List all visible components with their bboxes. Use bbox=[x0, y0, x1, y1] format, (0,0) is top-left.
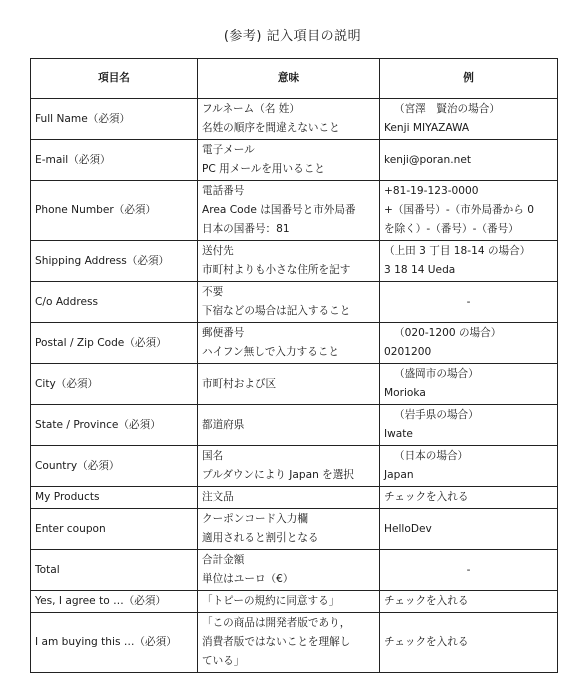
meaning-line: 単位はユーロ（€） bbox=[202, 573, 294, 585]
meaning-cell bbox=[198, 487, 380, 509]
example-line: チェックを入れる bbox=[384, 636, 469, 648]
meaning-line: 「この商品は開発者版であり， bbox=[202, 617, 351, 629]
meaning-cell bbox=[198, 405, 380, 446]
meaning-line: 市町村よりも小さな住所を記す bbox=[202, 264, 351, 276]
example-line: （上田 3 丁目 18-14 の場合） bbox=[384, 245, 531, 257]
example-line: Iwate bbox=[384, 428, 413, 440]
meaning-cell bbox=[198, 241, 380, 282]
example-line: Morioka bbox=[384, 387, 426, 399]
item-cell: Enter coupon bbox=[31, 509, 198, 550]
table-row bbox=[31, 140, 558, 181]
meaning-line: 国名 bbox=[202, 450, 224, 462]
header-example: 例 bbox=[380, 59, 558, 99]
meaning-line: 注文品 bbox=[202, 491, 234, 503]
table-row bbox=[31, 181, 558, 241]
meaning-line: 消費者版ではないことを理解し bbox=[202, 636, 351, 648]
example-cell bbox=[380, 550, 558, 591]
example-line: HelloDev bbox=[384, 522, 432, 535]
item-cell: C/o Address bbox=[31, 282, 198, 323]
example-line: +（国番号）-（市外局番から 0 bbox=[384, 204, 534, 216]
example-cell bbox=[380, 405, 558, 446]
meaning-line: ハイフン無しで入力すること bbox=[202, 346, 339, 358]
table-row bbox=[31, 509, 558, 550]
example-cell bbox=[380, 99, 558, 140]
example-cell bbox=[380, 613, 558, 673]
table-row bbox=[31, 446, 558, 487]
item-cell: My Products bbox=[31, 487, 198, 509]
table-row bbox=[31, 323, 558, 364]
example-line: +81-19-123-0000 bbox=[384, 185, 479, 197]
meaning-cell bbox=[198, 140, 380, 181]
example-line: - bbox=[466, 563, 471, 576]
meaning-line: 名姓の順序を間違えないこと bbox=[202, 122, 340, 134]
item-cell: Total bbox=[31, 550, 198, 591]
example-line: （020-1200 の場合） bbox=[394, 327, 502, 339]
meaning-line: 電子メール bbox=[202, 144, 255, 156]
meaning-line: ている」 bbox=[202, 655, 245, 667]
example-line: （宮澤 賢治の場合） bbox=[394, 103, 500, 115]
meaning-line: 不要 bbox=[202, 286, 224, 298]
example-line: 3 18 14 Ueda bbox=[384, 264, 456, 276]
example-line: チェックを入れる bbox=[384, 491, 469, 503]
example-cell bbox=[380, 509, 558, 550]
meaning-cell bbox=[198, 181, 380, 241]
meaning-cell bbox=[198, 591, 380, 613]
example-line: （盛岡市の場合） bbox=[394, 368, 479, 380]
example-line: （日本の場合） bbox=[394, 450, 469, 462]
meaning-line: 日本の国番号：81 bbox=[202, 223, 290, 235]
example-line: - bbox=[466, 295, 471, 308]
meaning-line: クーポンコード入力欄 bbox=[202, 513, 308, 525]
table-row bbox=[31, 550, 558, 591]
example-cell bbox=[380, 181, 558, 241]
table-row bbox=[31, 99, 558, 140]
meaning-line: フルネーム（名 姓） bbox=[202, 103, 300, 115]
page-title: (参考) 記入項目の説明 bbox=[223, 29, 362, 44]
meaning-cell bbox=[198, 509, 380, 550]
example-cell bbox=[380, 364, 558, 405]
example-line: （岩手県の場合） bbox=[394, 409, 479, 421]
header-item: 項目名 bbox=[31, 59, 198, 99]
example-line: Japan bbox=[384, 469, 414, 481]
meaning-cell bbox=[198, 99, 380, 140]
example-cell bbox=[380, 446, 558, 487]
example-cell bbox=[380, 282, 558, 323]
example-line: 0201200 bbox=[384, 346, 432, 358]
item-cell: Country（必須） bbox=[31, 446, 198, 487]
example-line: kenji@poran.net bbox=[384, 153, 471, 166]
meaning-cell bbox=[198, 446, 380, 487]
example-cell bbox=[380, 241, 558, 282]
meaning-line: 下宿などの場合は記入すること bbox=[202, 305, 351, 317]
meaning-line: PC 用メールを用いること bbox=[202, 163, 325, 175]
meaning-line: 適用されると割引となる bbox=[202, 532, 319, 544]
meaning-line: 合計金額 bbox=[202, 554, 245, 566]
item-cell: Phone Number（必須） bbox=[31, 181, 198, 241]
meaning-line: 市町村および区 bbox=[202, 377, 277, 390]
meaning-cell bbox=[198, 613, 380, 673]
meaning-cell bbox=[198, 282, 380, 323]
example-cell bbox=[380, 323, 558, 364]
example-line: を除く）-（番号）-（番号） bbox=[384, 223, 519, 235]
item-cell: Full Name（必須） bbox=[31, 99, 198, 140]
header-meaning: 意味 bbox=[198, 59, 380, 99]
item-cell: I am buying this …（必須） bbox=[31, 613, 198, 673]
meaning-cell bbox=[198, 364, 380, 405]
table-row bbox=[31, 405, 558, 446]
example-cell bbox=[380, 591, 558, 613]
item-cell: Shipping Address（必須） bbox=[31, 241, 198, 282]
example-cell bbox=[380, 487, 558, 509]
table-row bbox=[31, 364, 558, 405]
item-cell: City（必須） bbox=[31, 364, 198, 405]
meaning-line: 送付先 bbox=[202, 245, 234, 257]
meaning-line: プルダウンにより Japan を選択 bbox=[202, 469, 354, 481]
table-row bbox=[31, 591, 558, 613]
table-header-row bbox=[31, 59, 558, 99]
table-row bbox=[31, 282, 558, 323]
meaning-cell bbox=[198, 323, 380, 364]
meaning-cell bbox=[198, 550, 380, 591]
example-line: Kenji MIYAZAWA bbox=[384, 122, 470, 134]
meaning-line: Area Code は国番号と市外局番 bbox=[202, 204, 356, 216]
meaning-line: 都道府県 bbox=[202, 418, 245, 431]
item-cell: State / Province（必須） bbox=[31, 405, 198, 446]
example-line: チェックを入れる bbox=[384, 595, 469, 607]
table-row bbox=[31, 241, 558, 282]
example-cell bbox=[380, 140, 558, 181]
reference-table bbox=[30, 58, 558, 673]
meaning-line: 「トピーの規約に同意する」 bbox=[202, 595, 340, 607]
item-cell: E-mail（必須） bbox=[31, 140, 198, 181]
table-row bbox=[31, 487, 558, 509]
table-row bbox=[31, 613, 558, 673]
meaning-line: 電話番号 bbox=[202, 185, 245, 197]
item-cell: Yes, I agree to …（必須） bbox=[31, 591, 198, 613]
meaning-line: 郵便番号 bbox=[202, 327, 245, 339]
item-cell: Postal / Zip Code（必須） bbox=[31, 323, 198, 364]
